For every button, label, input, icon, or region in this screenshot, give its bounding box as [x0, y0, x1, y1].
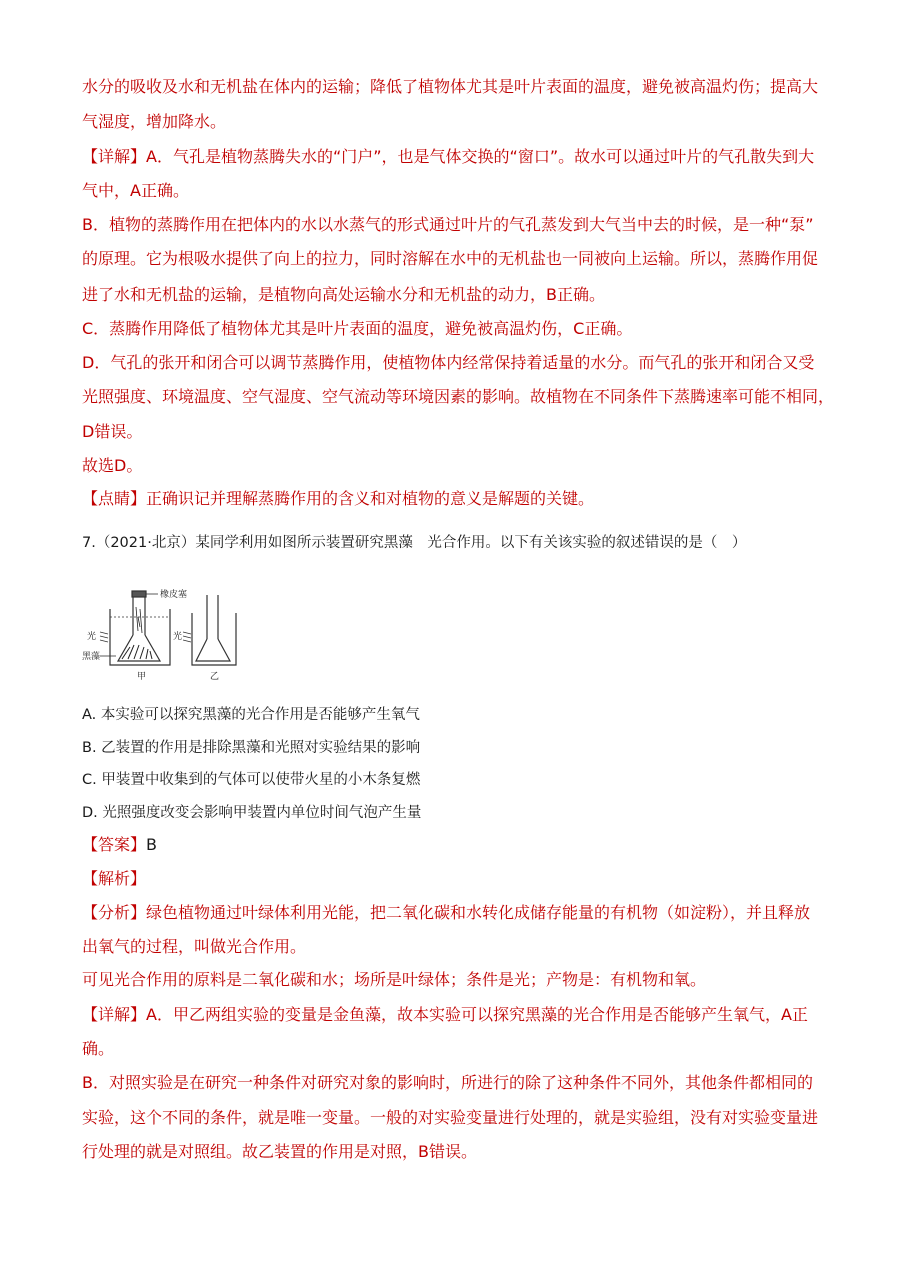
- text-line: 行处理的就是对照组。故乙装置的作用是对照，B错误。: [82, 1142, 477, 1161]
- experiment-figure: [82, 587, 282, 682]
- text-line: 【分析】绿色植物通过叶绿体利用光能，把二氧化碳和水转化成储存能量的有机物（如淀粉），并且释放: [82, 903, 811, 922]
- label-light-a: 光: [87, 632, 97, 642]
- text-line: B．植物的蒸腾作用在把体内的水以水蒸气的形式通过叶片的气孔蒸发到大气当中去的时候，是一种“泵”: [82, 215, 814, 234]
- option-d: D. 光照强度改变会影响甲装置内单位时间气泡产生量: [82, 805, 422, 821]
- label-yi: 乙: [210, 672, 220, 682]
- answer-label: 【答案】: [82, 835, 147, 854]
- answer-line: [82, 834, 842, 856]
- label-stopper: 橡皮塞: [160, 590, 188, 600]
- rubber-stopper: [132, 591, 146, 597]
- answer-value: B: [146, 835, 157, 854]
- question-stem: 7.（2021·北京）某同学利用如图所示装置研究黑藻 光合作用。以下有关该实验的叙述错误的是（ ）: [82, 535, 747, 551]
- test-tube-yi: [207, 595, 218, 639]
- text-line: C．蒸腾作用降低了植物体尤其是叶片表面的温度，避免被高温灼伤，C正确。: [82, 319, 633, 338]
- funnel-jia: [118, 635, 160, 661]
- text-line: 可见光合作用的原料是二氧化碳和水；场所是叶绿体；条件是光；产物是：有机物和氧。: [82, 970, 707, 989]
- label-jia: 甲: [137, 672, 147, 682]
- test-tube-jia: [133, 595, 145, 635]
- text-line: 【详解】A．气孔是植物蒸腾失水的“门户”，也是气体交换的“窗口”。故水可以通过叶片的气孔散失到大: [82, 147, 815, 166]
- text-line: 故选D。: [82, 456, 143, 475]
- text-line: D．气孔的张开和闭合可以调节蒸腾作用，使植物体内经常保持着适量的水分。而气孔的张开和闭合又受: [82, 353, 815, 372]
- jiexi-heading: 【解析】: [82, 869, 147, 888]
- text-line: 光照强度、环境温度、空气湿度、空气流动等环境因素的影响。故植物在不同条件下蒸腾速率可能不相同，: [82, 387, 835, 406]
- option-a: A. 本实验可以探究黑藻的光合作用是否能够产生氧气: [82, 707, 420, 723]
- label-light-b: 光: [173, 632, 183, 642]
- text-line: 【点睛】正确识记并理解蒸腾作用的含义和对植物的意义是解题的关键。: [82, 489, 595, 508]
- text-line: 气湿度，增加降水。: [82, 112, 227, 131]
- text-line: 进了水和无机盐的运输，是植物向高处运输水分和无机盐的动力，B正确。: [82, 285, 605, 304]
- text-line: 出氧气的过程，叫做光合作用。: [82, 937, 307, 956]
- beaker-jia: [110, 609, 170, 665]
- text-line: D错误。: [82, 422, 143, 441]
- text-line: 的原理。它为根吸水提供了向上的拉力，同时溶解在水中的无机盐也一同被向上运输。所以，蒸腾作用促: [82, 249, 819, 268]
- text-line: 确。: [82, 1039, 115, 1058]
- text-line: 实验，这个不同的条件，就是唯一变量。一般的对实验变量进行处理的，就是实验组，没有对实验变量进: [82, 1108, 819, 1127]
- option-b: B. 乙装置的作用是排除黑藻和光照对实验结果的影响: [82, 740, 421, 756]
- funnel-yi: [196, 639, 230, 661]
- label-algae: 黑藻: [82, 652, 101, 662]
- text-line: 水分的吸收及水和无机盐在体内的运输；降低了植物体尤其是叶片表面的温度，避免被高温灼伤；提高大: [82, 77, 819, 96]
- beaker-yi: [192, 613, 236, 665]
- text-line: 【详解】A．甲乙两组实验的变量是金鱼藻，故本实验可以探究黑藻的光合作用是否能够产生氧气，A正: [82, 1005, 808, 1024]
- text-line: 气中，A正确。: [82, 181, 189, 200]
- text-line: B．对照实验是在研究一种条件对研究对象的影响时，所进行的除了这种条件不同外，其他条件都相同的: [82, 1073, 813, 1092]
- option-c: C. 甲装置中收集到的气体可以使带火星的小木条复燃: [82, 772, 421, 788]
